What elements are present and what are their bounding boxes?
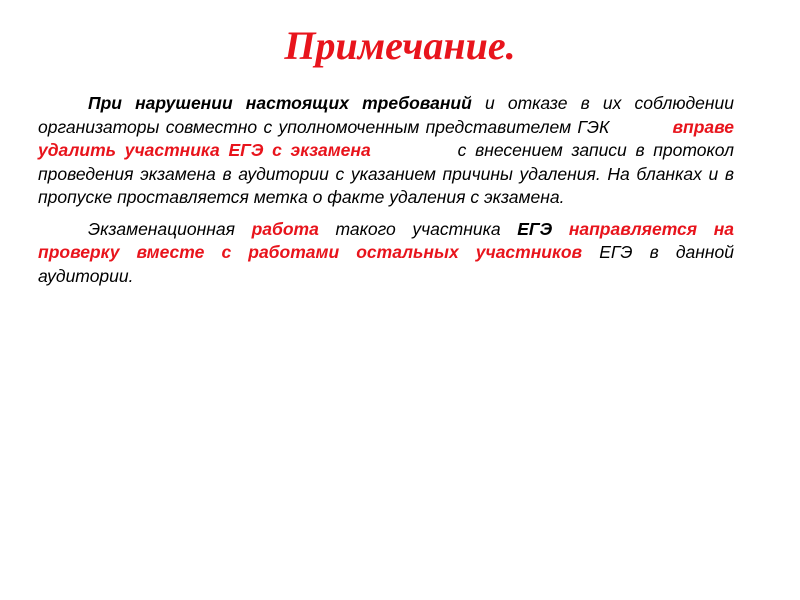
- paragraph1-text-b: с внесением записи в протокол проведения экзамена в аудитории с указанием причины удаления. На бланках и в пропуске проставляется метка о факте удаления с экзамена.: [38, 140, 739, 207]
- paragraph-exam-work: [38, 218, 734, 289]
- paragraph2-text-b: такого участника: [318, 218, 518, 239]
- paragraph2-text-c: ЕГЭ в данной аудитории.: [38, 242, 734, 286]
- paragraph1-text-a: и отказе в их соблюдении организаторы совместно с уполномоченным представителем ГЭК: [38, 93, 739, 137]
- slide-title: Примечание.: [284, 23, 516, 68]
- ege-word: ЕГЭ: [517, 218, 553, 239]
- sent-for-checking-phrase: направляется на проверку вместе с работами остальных участников: [38, 218, 735, 262]
- work-word: работа: [251, 218, 319, 239]
- paragraph2-space: [552, 219, 569, 239]
- paragraph-removal-rules: [38, 92, 739, 210]
- violation-phrase: При нарушении настоящих требований: [88, 93, 472, 113]
- paragraph2-text-a: Экзаменационная: [88, 218, 252, 239]
- slide-body: [38, 92, 739, 288]
- remove-participant-phrase: вправе удалить участника ЕГЭ с экзамена: [38, 116, 734, 160]
